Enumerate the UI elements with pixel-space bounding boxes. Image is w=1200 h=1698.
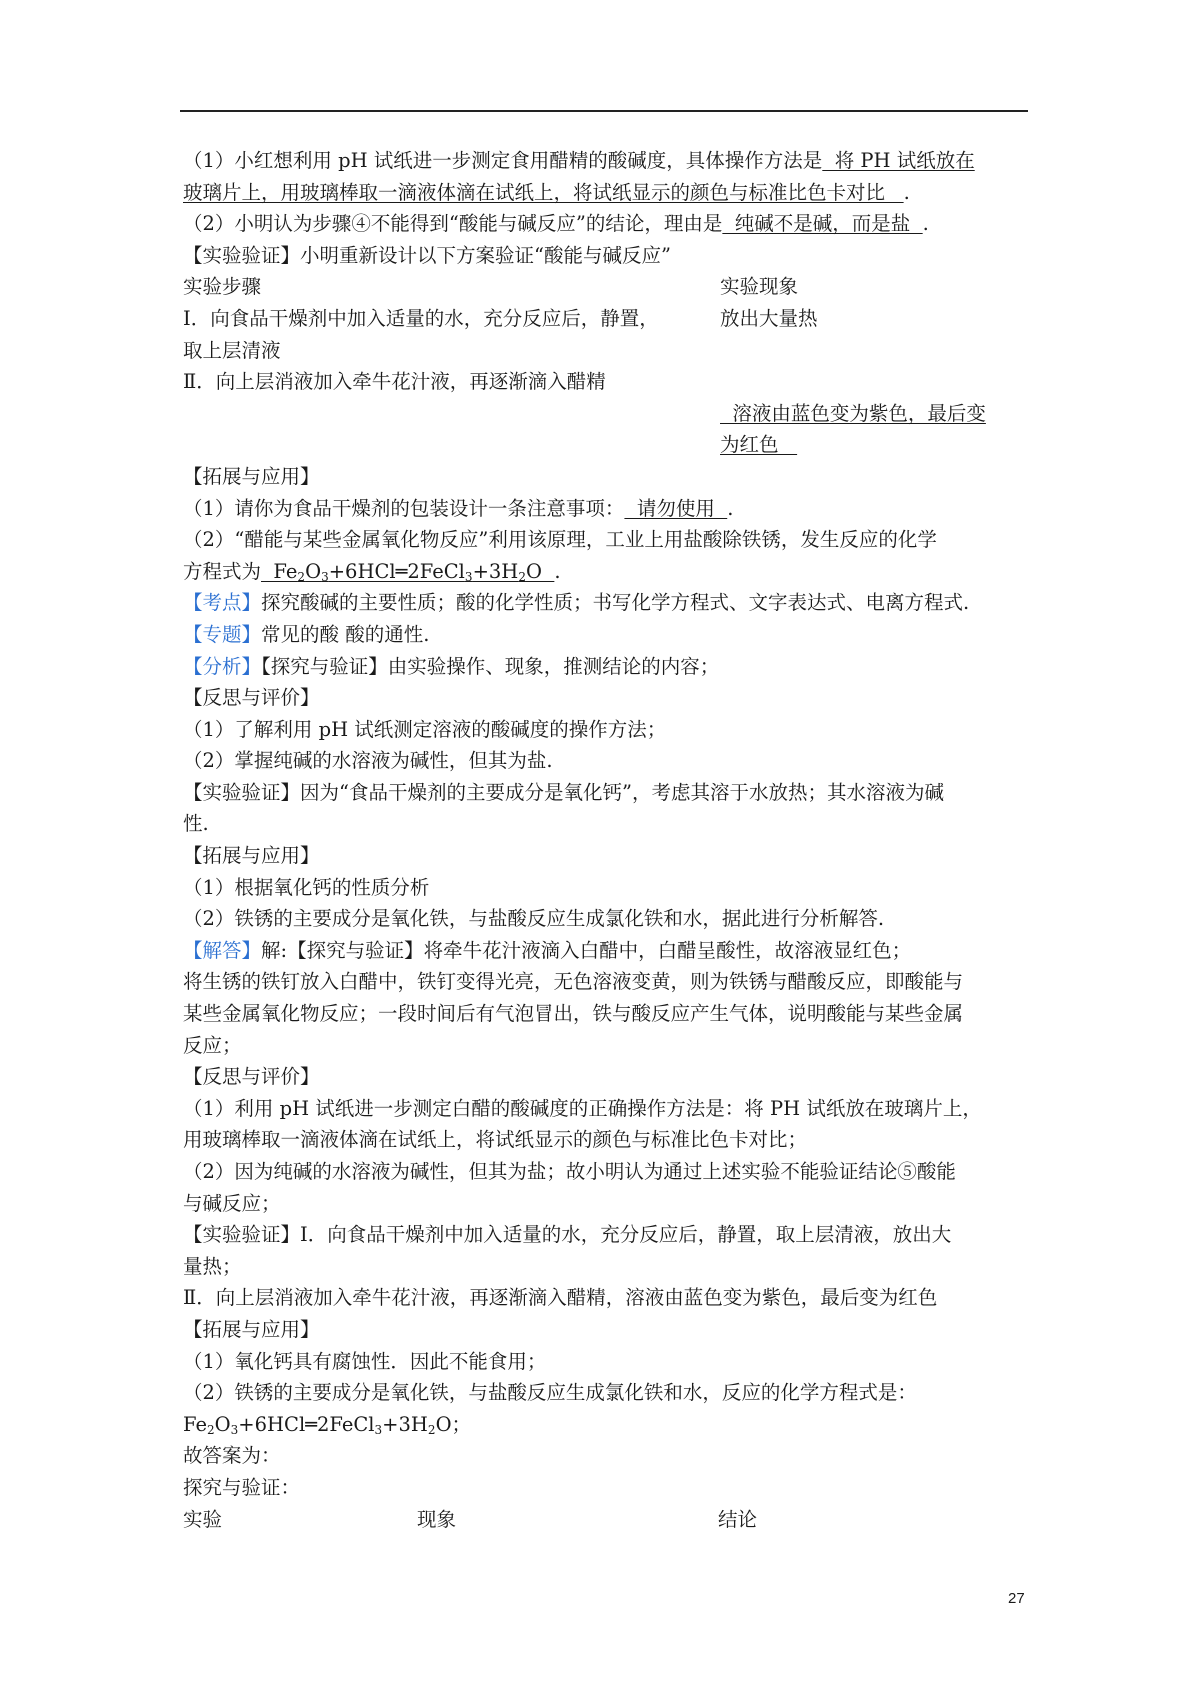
- text-line: 反应；: [183, 1033, 242, 1057]
- section-heading: 【反思与评价】: [183, 1065, 320, 1089]
- text-line: （2）“醋能与某些金属氧化物反应”利用该原理，工业上用盐酸除铁锈，发生反应的化学: [183, 528, 937, 552]
- table-header-row: 实验步骤 实验现象: [183, 275, 799, 299]
- answer-blank: 为红色: [720, 433, 798, 457]
- text-line: 故答案为：: [183, 1444, 281, 1468]
- text-line: 【专题】常见的酸 酸的通性.: [183, 622, 430, 646]
- table-row: [183, 429, 1028, 461]
- text-line: 将生锈的铁钉放入白醋中，铁钉变得光亮，无色溶液变黄，则为铁锈与醋酸反应，即酸能与: [183, 970, 964, 994]
- text-line: 性.: [183, 812, 209, 836]
- text-line: （1）了解利用 pH 试纸测定溶液的酸碱度的操作方法；: [183, 717, 667, 741]
- page-number: 27: [1008, 1590, 1025, 1607]
- answer-blank: 玻璃片上，用玻璃棒取一滴液体滴在试纸上，将试纸显示的颜色与标准比色卡对比: [183, 180, 904, 204]
- text-line: 取上层清液: [183, 338, 281, 362]
- section-heading: 【反思与评价】: [183, 686, 320, 710]
- table-row: [183, 398, 1028, 430]
- text-line: 【实验验证】小明重新设计以下方案验证“酸能与碱反应”: [183, 243, 671, 267]
- label-tag: 【专题】: [183, 622, 262, 646]
- text-line: 【考点】探究酸碱的主要性质；酸的化学性质；书写化学方程式、文字表达式、电离方程式.: [183, 591, 970, 615]
- text-line: （1）利用 pH 试纸进一步测定白醋的酸碱度的正确操作方法是：将 PH 试纸放在玻璃片上，: [183, 1096, 982, 1120]
- text-line: 玻璃片上，用玻璃棒取一滴液体滴在试纸上，将试纸显示的颜色与标准比色卡对比 .: [183, 180, 910, 204]
- section-heading: 【拓展与应用】: [183, 464, 320, 488]
- text-line: 量热；: [183, 1254, 242, 1278]
- section-heading: 【拓展与应用】: [183, 844, 320, 868]
- text-line: 探究与验证：: [183, 1475, 301, 1499]
- text-line: （2）铁锈的主要成分是氧化铁，与盐酸反应生成氯化铁和水，据此进行分析解答.: [183, 907, 885, 931]
- label-tag: 【分析】: [183, 654, 262, 678]
- text-line: （2）因为纯碱的水溶液为碱性，但其为盐；故小明认为通过上述实验不能验证结论⑤酸能: [183, 1160, 956, 1183]
- answer-blank: $Fe_2O_3+6HCl═2FeCl_3+3H_2O$: [261, 559, 555, 584]
- text-line: 与碱反应；: [183, 1191, 281, 1215]
- text-line: （2）掌握纯碱的水溶液为碱性，但其为盐.: [183, 749, 553, 773]
- equation-line: $Fe_2O_3+6HCl═2FeCl_3+3H_2O$；: [183, 1412, 472, 1437]
- text-line: 【解答】解:【探究与验证】将牵牛花汁液滴入白醋中，白醋呈酸性，故溶液显红色；: [183, 938, 912, 962]
- table-header-row: 实验 现象 结论: [183, 1507, 758, 1531]
- text-line: （1）根据氧化钙的性质分析: [183, 875, 430, 899]
- text-line: （2）小明认为步骤④不能得到“酸能与碱反应”的结论，理由是 纯碱不是碱，而是盐 .: [183, 212, 929, 236]
- document-body: [183, 145, 1028, 1535]
- text-line: 用玻璃棒取一滴液体滴在试纸上，将试纸显示的颜色与标准比色卡对比；: [183, 1128, 808, 1152]
- answer-blank: 请勿使用: [624, 496, 728, 520]
- table-row: Ⅰ．向食品干燥剂中加入适量的水，充分反应后，静置， 放出大量热: [183, 306, 818, 330]
- header-rule: [180, 110, 1028, 112]
- text-line: （1）请你为食品干燥剂的包装设计一条注意事项： 请勿使用 .: [183, 496, 734, 520]
- label-tag: 【解答】: [183, 938, 262, 962]
- answer-blank: 溶液由蓝色变为紫色，最后变: [720, 401, 986, 425]
- text-line: 【实验验证】Ⅰ．向食品干燥剂中加入适量的水，充分反应后，静置，取上层清液，放出大: [183, 1223, 952, 1247]
- text-line: （1）氧化钙具有腐蚀性．因此不能食用；: [183, 1349, 547, 1373]
- label-tag: 【考点】: [183, 591, 262, 615]
- text-line: Ⅱ．向上层消液加入牵牛花汁液，再逐渐滴入醋精: [183, 370, 606, 394]
- text-line: 【实验验证】因为“食品干燥剂的主要成分是氧化钙”，考虑其溶于水放热；其水溶液为碱: [183, 780, 944, 804]
- text-line: （1）小红想利用 pH 试纸进一步测定食用醋精的酸碱度，具体操作方法是 将 PH 试纸放在: [183, 149, 975, 172]
- equation-line: 方程式为 $Fe_2O_3+6HCl═2FeCl_3+3H_2O$ .: [183, 559, 561, 584]
- text-line: Ⅱ．向上层消液加入牵牛花汁液，再逐渐滴入醋精，溶液由蓝色变为紫色，最后变为红色: [183, 1286, 938, 1310]
- text-line: 某些金属氧化物反应；一段时间后有气泡冒出，铁与酸反应产生气体，说明酸能与某些金属: [183, 1002, 964, 1026]
- text-line: （2）铁锈的主要成分是氧化铁，与盐酸反应生成氯化铁和水，反应的化学方程式是：: [183, 1381, 917, 1405]
- text-line: 【分析】【探究与验证】由实验操作、现象，推测结论的内容；: [183, 654, 720, 678]
- answer-blank: 将 PH 试纸放在: [822, 149, 975, 172]
- answer-blank: 纯碱不是碱，而是盐: [722, 212, 923, 236]
- section-heading: 【拓展与应用】: [183, 1317, 320, 1341]
